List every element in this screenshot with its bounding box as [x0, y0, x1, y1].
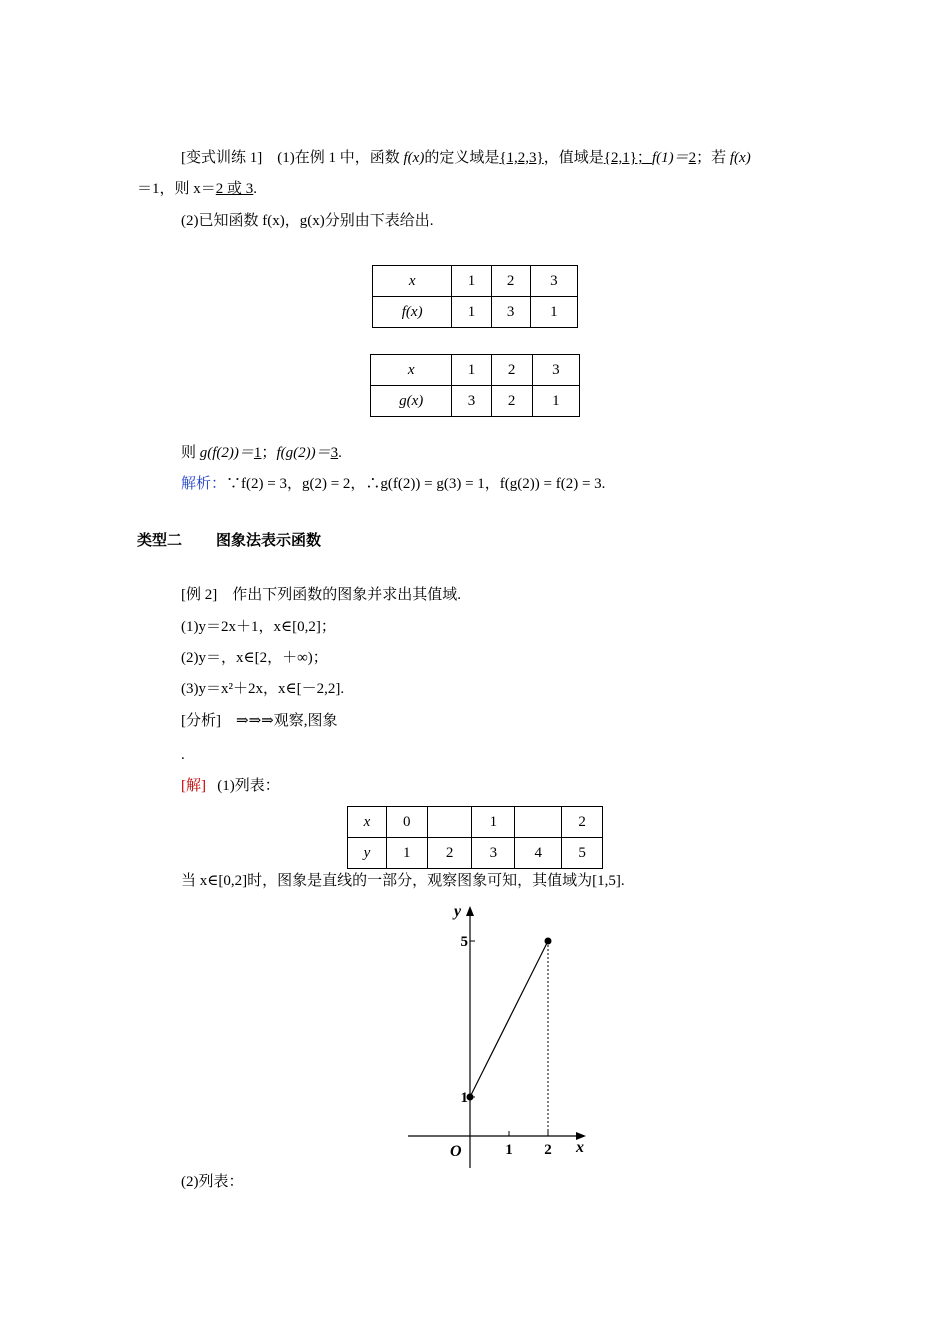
table-row: [371, 355, 580, 386]
range-semi: ；: [636, 150, 652, 166]
answer-period: .: [338, 445, 342, 461]
table-row: [348, 838, 603, 869]
table-cell: 1: [452, 297, 491, 328]
table-cell: 3: [472, 838, 515, 869]
analysis2-text: ⇒⇒⇒观察,图象: [236, 713, 338, 729]
function-graph: [400, 898, 600, 1178]
table-cell: 1: [452, 266, 491, 297]
f1-text: f(1)＝: [651, 150, 689, 166]
fg2-text: f(g(2))＝: [276, 445, 331, 461]
table-row: [373, 297, 578, 328]
example2-analysis: [181, 711, 337, 731]
domain-answer: {1,2,3}: [499, 150, 544, 166]
example2-text: 作出下列函数的图象并求出其值域.: [232, 587, 462, 603]
variant-part2: (2)已知函数 f(x)，g(x)分别由下表给出.: [181, 213, 434, 229]
answer-semi: ；: [261, 445, 277, 461]
section-type: 类型二: [137, 531, 183, 549]
table-cell: 1: [452, 355, 491, 386]
analysis-line: [181, 474, 605, 494]
axes: [408, 906, 586, 1168]
solution-conclusion: 当 x∈[0,2]时，图象是直线的一部分，观察图象可知，其值域为[1,5].: [181, 873, 625, 889]
analysis-text: ∵f(2) = 3，g(2) = 2，∴g(f(2)) = g(3) = 1，f(g(2)) = f(2) = 3.: [226, 476, 606, 492]
gf2-answer: 1: [253, 445, 262, 461]
example2-item-1: (1)y＝2x＋1，x∈[0,2]；: [181, 619, 336, 635]
y-tick-label-5: 5: [460, 934, 468, 950]
variant-line-1: [181, 148, 751, 168]
table-row: [373, 266, 578, 297]
example2-line: [181, 585, 461, 605]
section-title: 图象法表示函数: [216, 531, 322, 549]
solution-line: [181, 776, 280, 796]
table-cell: 2: [491, 266, 530, 297]
graph-segment: [470, 941, 548, 1097]
example2-item-3: (3)y＝x²＋2x，x∈[－2,2].: [181, 681, 345, 697]
table-cell: [427, 807, 472, 838]
x-axis-label: x: [576, 1139, 584, 1156]
y-axis-arrow: [466, 906, 474, 916]
section-heading: [137, 530, 321, 550]
table-cell: 1: [530, 297, 577, 328]
table-cell: 4: [515, 838, 562, 869]
solution-table: [347, 806, 603, 869]
variant-line-2: [137, 179, 257, 199]
fx-text-2: f(x): [729, 150, 751, 166]
table-cell: 3: [491, 297, 530, 328]
table-cell: 3: [452, 386, 491, 417]
line2-period: .: [253, 181, 258, 197]
example2-dot: .: [181, 747, 185, 763]
table-cell: g(x): [371, 386, 452, 417]
table-cell: [515, 807, 562, 838]
range-text: ，值域是: [543, 150, 604, 166]
table-cell: 2: [562, 807, 603, 838]
table-row: [348, 807, 603, 838]
end-point: [545, 938, 552, 945]
table-cell: 5: [562, 838, 603, 869]
variant-part1-mid: 的定义域是: [424, 150, 500, 166]
variant-label: [变式训练 1]: [181, 150, 263, 166]
solution-part2: (2)列表：: [181, 1174, 244, 1190]
fg2-answer: 3: [330, 445, 339, 461]
x-tick-label-1: 1: [505, 1142, 513, 1158]
answer-line: [181, 443, 342, 463]
table-cell: x: [348, 807, 387, 838]
range-answer: {2,1}: [603, 150, 637, 166]
variant-part1-prefix: (1)在例 1 中，函数: [277, 150, 404, 166]
gf2-text: g(f(2))＝: [199, 445, 254, 461]
solution-label: [解]: [181, 778, 206, 794]
if-text: ；若: [696, 150, 730, 166]
f1-answer: 2: [688, 150, 697, 166]
table-cell: y: [348, 838, 387, 869]
table-cell: x: [373, 266, 452, 297]
y-tick-label-1: 1: [460, 1090, 468, 1106]
y-axis-label: y: [454, 903, 462, 920]
origin-label: O: [450, 1143, 462, 1160]
fx-text: f(x): [403, 150, 425, 166]
example2-item-2: (2)y＝，x∈[2，＋∞)；: [181, 650, 328, 666]
table-cell: 1: [472, 807, 515, 838]
table-cell: 1: [386, 838, 427, 869]
analysis-label: 解析：: [181, 476, 227, 492]
table-cell: x: [371, 355, 452, 386]
table-cell: 1: [532, 386, 579, 417]
analysis2-label: [分析]: [181, 713, 221, 729]
ticks: [470, 941, 548, 1136]
answer-prefix: 则: [181, 445, 200, 461]
table-cell: 3: [532, 355, 579, 386]
table-g: [370, 354, 580, 417]
x-answer: 2 或 3: [215, 181, 254, 197]
table-cell: 2: [491, 386, 532, 417]
table-row: [371, 386, 580, 417]
table-cell: 3: [530, 266, 577, 297]
table-cell: f(x): [373, 297, 452, 328]
example2-label: [例 2]: [181, 587, 218, 603]
table-cell: 0: [386, 807, 427, 838]
table-cell: 2: [427, 838, 472, 869]
x-tick-label-2: 2: [544, 1142, 552, 1158]
solution-text: (1)列表：: [217, 778, 280, 794]
line2-text: ＝1，则 x＝: [137, 181, 216, 197]
table-cell: 2: [491, 355, 532, 386]
table-f: [372, 265, 578, 328]
